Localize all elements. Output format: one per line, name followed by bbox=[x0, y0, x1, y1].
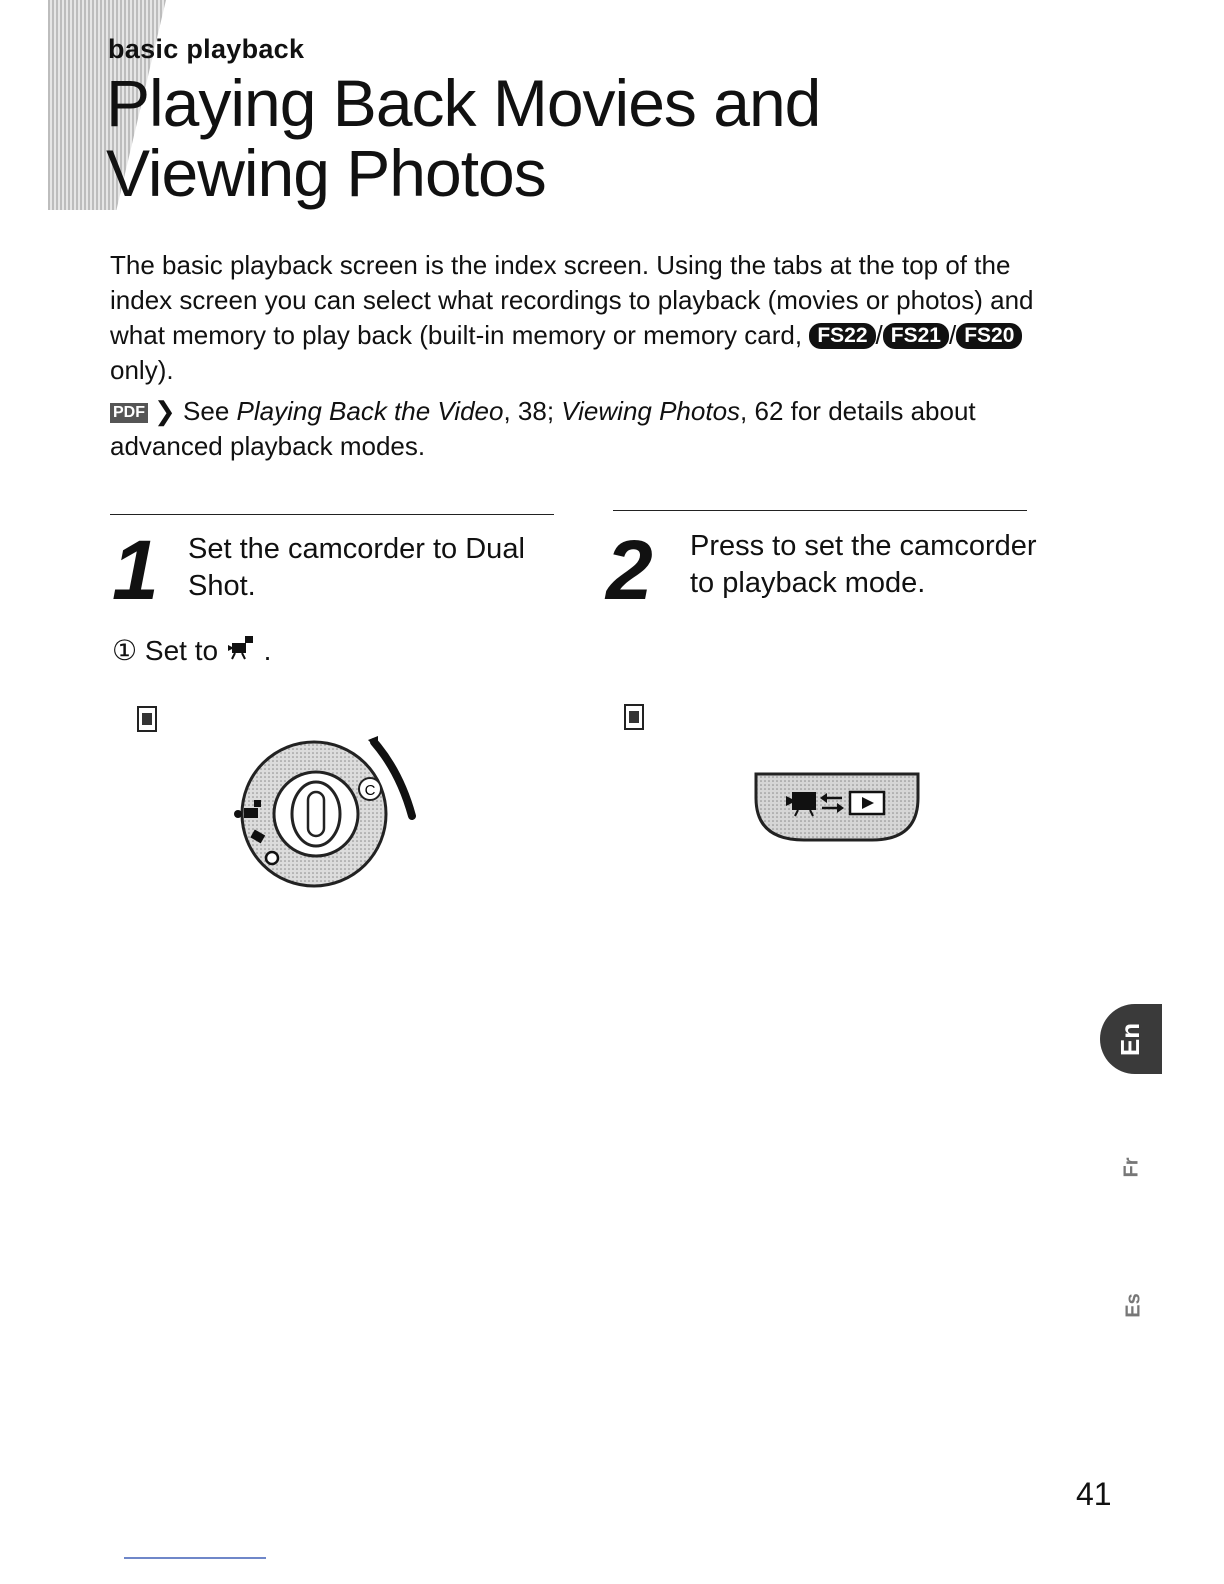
step-2-number: 2 bbox=[606, 523, 653, 617]
model-badge-fs21: FS21 bbox=[883, 323, 949, 349]
language-tab-es[interactable]: Es bbox=[1122, 1293, 1145, 1318]
model-badge-fs22: FS22 bbox=[809, 323, 875, 349]
pdf-arrow-icon: ❯ bbox=[154, 396, 176, 426]
title-line-2: Viewing Photos bbox=[106, 136, 546, 210]
step-1-substep bbox=[112, 634, 271, 668]
step-1-divider bbox=[110, 514, 554, 515]
language-tab-en[interactable] bbox=[1100, 1004, 1162, 1074]
substep-text: Set to bbox=[144, 635, 219, 666]
badge-separator: / bbox=[875, 320, 883, 350]
play-icon bbox=[850, 792, 884, 814]
intro-text: The basic playback screen is the index screen. Using the tabs at the top of the index screen you can select what recordings to playback (movies or photos) and what memory to play back (built-in memory or memory card, bbox=[110, 250, 1034, 350]
substep-end: . bbox=[263, 635, 272, 666]
pdf-icon: PDF bbox=[110, 403, 148, 423]
language-tab-label-en: En bbox=[1115, 1022, 1146, 1057]
dial-label-c: C bbox=[364, 782, 376, 799]
step-1-text: Set the camcorder to Dual Shot. bbox=[188, 533, 525, 602]
step-2-text: Press to set the camcorder to playback mode. bbox=[690, 530, 1037, 599]
mode-dial-illustration bbox=[228, 732, 424, 892]
page-number: 41 bbox=[1076, 1476, 1112, 1512]
title-line-1: Playing Back Movies and bbox=[106, 66, 821, 140]
reference-rest: , 62 for details about advanced playback modes. bbox=[110, 396, 976, 461]
badge-separator: / bbox=[948, 320, 957, 350]
mode-indicator-icon bbox=[624, 704, 644, 730]
footer-rule bbox=[124, 1557, 266, 1559]
substep-marker: ① bbox=[112, 635, 138, 666]
reference-page-1: , 38; bbox=[503, 396, 555, 426]
step-2-divider bbox=[613, 510, 1027, 511]
see-text: See bbox=[183, 396, 230, 426]
section-label: basic playback bbox=[108, 34, 305, 64]
language-tab-fr[interactable]: Fr bbox=[1120, 1157, 1143, 1178]
mode-indicator-icon bbox=[137, 706, 157, 732]
page-title bbox=[106, 68, 820, 208]
intro-text-end: only). bbox=[110, 355, 174, 385]
camera-icon bbox=[792, 792, 816, 810]
dual-shot-icon bbox=[226, 635, 264, 666]
model-badge-fs20: FS20 bbox=[956, 323, 1022, 349]
intro-paragraph bbox=[110, 248, 1070, 388]
playback-button-illustration bbox=[752, 768, 924, 846]
pdf-reference bbox=[110, 394, 1070, 464]
reference-link-video[interactable]: Playing Back the Video bbox=[236, 396, 504, 426]
step-1-number: 1 bbox=[112, 523, 159, 617]
reference-link-photos[interactable]: Viewing Photos bbox=[561, 396, 741, 426]
